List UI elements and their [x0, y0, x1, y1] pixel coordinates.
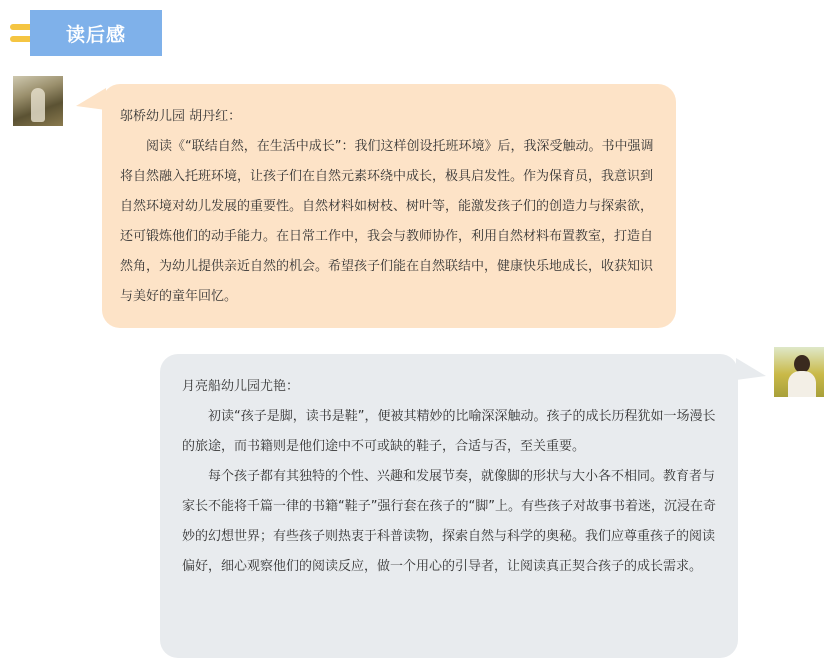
section-header	[10, 10, 162, 56]
section-title: 读后感	[30, 10, 162, 56]
comment-bubble	[102, 84, 676, 328]
bubble-tail	[736, 358, 766, 380]
avatar	[13, 76, 63, 126]
comment-paragraph: 初读“孩子是脚，读书是鞋”，便被其精妙的比喻深深触动。孩子的成长历程犹如一场漫长的旅途，而书籍则是他们途中不可或缺的鞋子，合适与否，至关重要。	[182, 409, 716, 454]
comment-author: 月亮船幼儿园尤艳：	[182, 379, 300, 394]
avatar	[774, 347, 824, 397]
comment-paragraph: 阅读《“联结自然，在生活中成长”：我们这样创设托班环境》后，我深受触动。书中强调将自然融入托班环境，让孩子们在自然元素环绕中成长，极具启发性。作为保育员，我意识到自然环境对幼儿发展的重要性。自然材料如树枝、树叶等，能激发孩子们的创造力与探索欲，还可锻炼他们的动手能力。在日常工作中，我会与教师协作，利用自然材料布置教室，打造自然角，为幼儿提供亲近自然的机会。希望孩子们能在自然联结中，健康快乐地成长，收获知识与美好的童年回忆。	[120, 139, 654, 304]
comment-paragraph: 每个孩子都有其独特的个性、兴趣和发展节奏，就像脚的形状与大小各不相同。教育者与家长不能将千篇一律的书籍“鞋子”强行套在孩子的“脚”上。有些孩子对故事书着迷，沉浸在奇妙的幻想世界；有些孩子则热衷于科普读物，探索自然与科学的奥秘。我们应尊重孩子的阅读偏好，细心观察他们的阅读反应，做一个用心的引导者，让阅读真正契合孩子的成长需求。	[182, 469, 716, 574]
comment-bubble	[160, 354, 738, 658]
comment-author: 邬桥幼儿园 胡丹红：	[120, 109, 242, 124]
